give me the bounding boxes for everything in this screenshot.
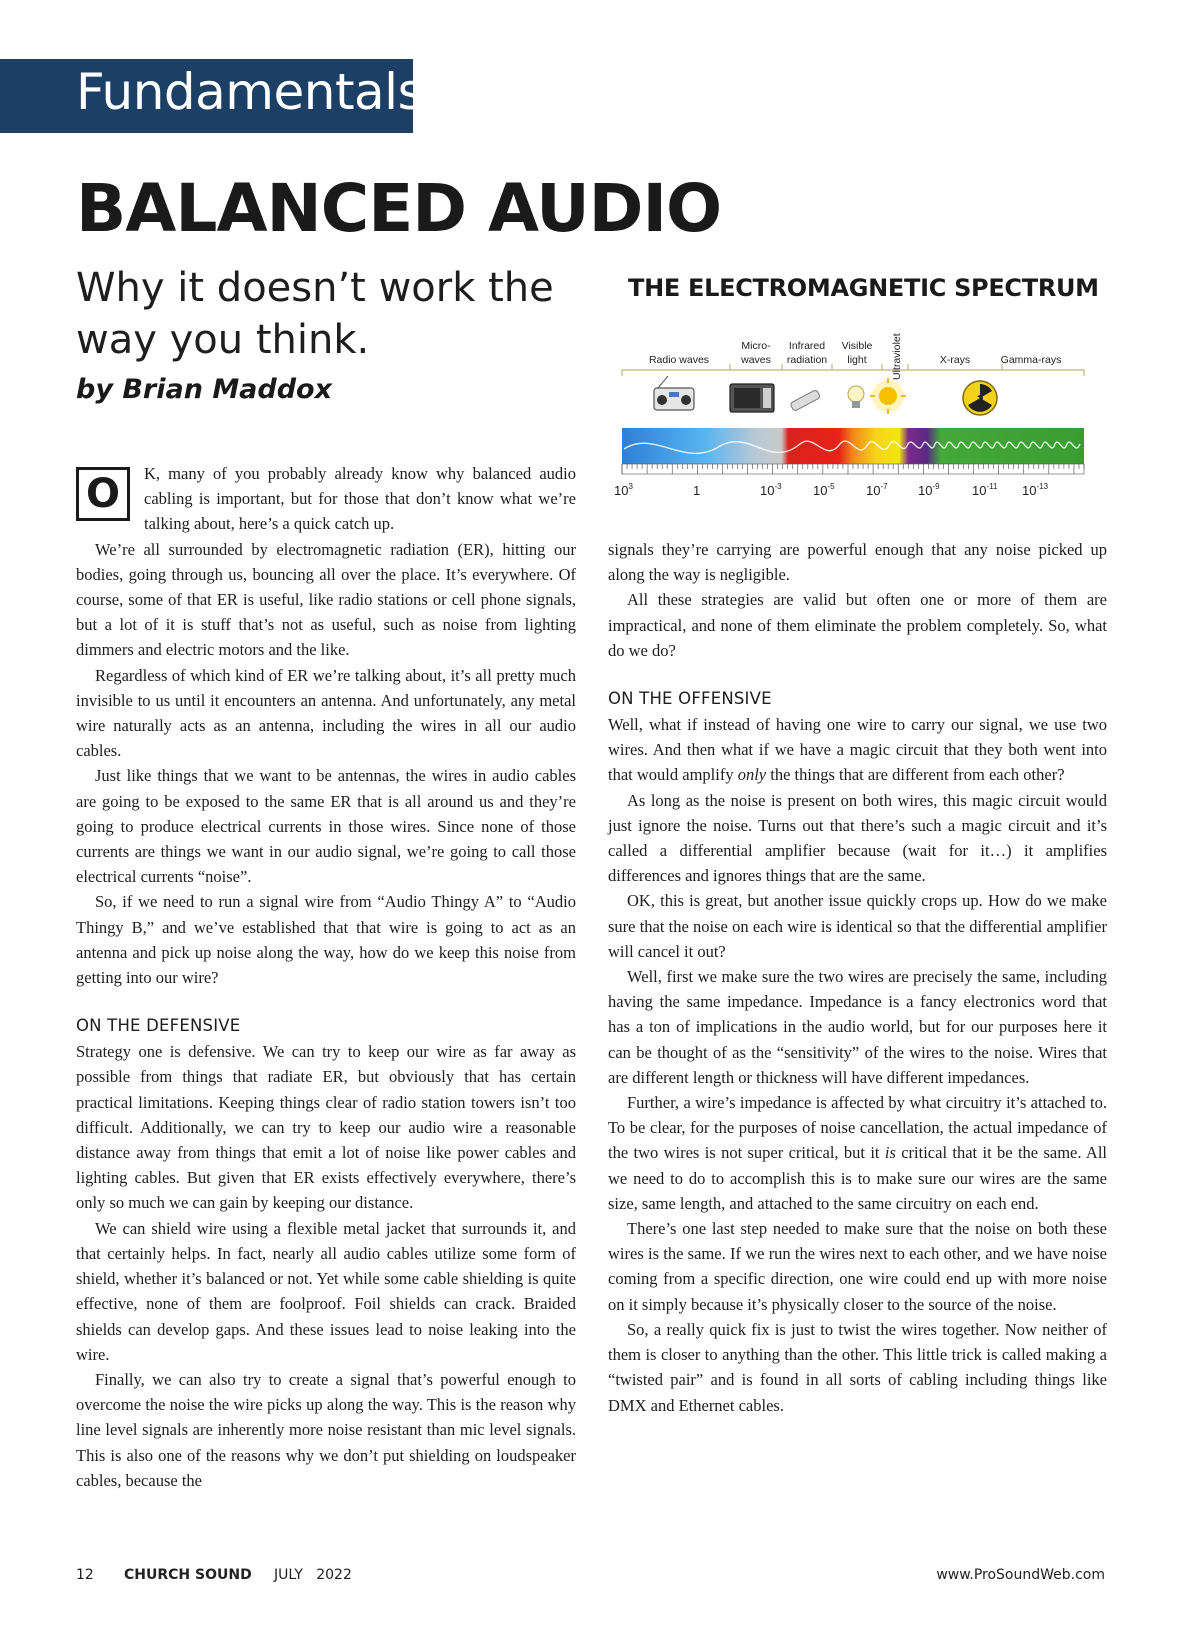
body-paragraph: All these strategies are valid but often one or more of them are impractical, and none of them eliminate the problem completely. So, what do we do? [608,590,1107,660]
body-paragraph: Strategy one is defensive. We can try to keep our wire as far away as possible from things that radiate ER, but obviously that has certain practical limitations. Keeping things clear of radio station towers isn’t too difficult. Additionally, we can try to keep our audio wire a reasonable distance away from things that emit a lot of noise like power cables and lighting cables. But given that ER exists effectively everywhere, there’s only so much we can gain by keeping our distance. [76,1042,576,1213]
page-number: 12 [76,1567,94,1583]
section-banner [0,59,424,133]
band-label-xrays: X-rays [939,354,971,366]
scale-label-6: $10^{-11}$ [972,482,998,498]
emphasis: is [884,1143,896,1163]
band-label-infrared-1: Infrared [788,340,826,352]
body-paragraph: As long as the noise is present on both wires, this magic circuit would just ignore the noise. Turns out that there’s such a magic circuit and it’s called a differential amplifier because (wait for it…) it amplifies differences and ignores things that are the same. [608,790,1107,886]
magazine-name: CHURCH SOUND [124,1567,252,1583]
sun-icon [870,378,906,414]
scale-label-3: $10^{-5}$ [813,482,835,498]
scale-label-1: 1 [693,483,701,498]
body-paragraph: There’s one last step needed to make sure that the noise on both these wires is the same. If we run the wires next to each other, and we have noise coming from a specific direction, one wire could end up with more noise on it simply because it’s physically closer to the source of the noise. [608,1219,1107,1314]
body-paragraph: So, a really quick fix is just to twist the wires together. Now neither of them is closer to anything than the other. This little trick is called making a “twisted pair” and is found in all sorts of cabling including things like DMX and Ethernet cables. [608,1319,1107,1415]
issue-date: JULY 2022 [274,1567,352,1583]
website-link[interactable]: www.ProSoundWeb.com [936,1567,1105,1583]
band-label-micro-1: Micro- [741,340,771,352]
scale-labels [614,482,1049,498]
left-column [76,461,576,1493]
article-title: BALANCED AUDIO [76,170,722,247]
microwave-icon [730,384,774,412]
spectrum-diagram [610,264,1098,504]
section-heading-defensive: ON THE DEFENSIVE [76,1016,241,1036]
scale-label-0: $10^3$ [614,482,633,498]
body-paragraph: signals they’re carrying are powerful enough that any noise picked up along the way is negligible. [608,540,1107,585]
byline: by Brian Maddox [76,374,333,405]
band-label-uv: Ultraviolet [891,333,903,380]
body-paragraph: Just like things that we want to be antennas, the wires in audio cables are going to be exposed to the same ER that is all around us and they’re going to produce electrical currents in those wires. Since none of those currents are things we want in our audio signal, we’re going to call those electrical currents “noise”. [76,766,576,887]
body-paragraph: Regardless of which kind of ER we’re talking about, it’s all pretty much invisible to us until it encounters an antenna. And unfortunately, any metal wire naturally acts as an antenna, including the wires in all our audio cables. [76,665,576,761]
lead-paragraph: K, many of you probably already know why balanced audio cabling is important, but for those that don’t know what we’re talking about, here’s a quick catch up. [144,464,576,534]
band-label-micro-2: waves [741,354,771,366]
body-paragraph: Well, first we make sure the two wires are precisely the same, including having the same impedance. Impedance is a fancy electronics word that has a ton of implications in the audio world, but for our purposes here it can be thought of as the “sensitivity” of the wires to the noise. Wires that are different length or thickness will have different impedances. [608,967,1107,1087]
body-paragraph: We can shield wire using a flexible metal jacket that surrounds it, and that certainly helps. In fact, nearly all audio cables utilize some form of shield, whether it’s balanced or not. Yet while some cable shielding is quite effective, none of them are foolproof. Foil shields can crack. Braided shields can develop gaps. And these issues lead to noise leaking into the wire. [76,1218,576,1364]
body-paragraph: Finally, we can also try to create a signal that’s powerful enough to overcome the noise the wire picks up along the way. This is the reason why line level signals are inherently more noise resistant than mic level signals. This is also one of the reasons why we don’t put shielding on loudspeaker cables, because the [76,1369,576,1490]
remote-icon [790,389,821,411]
scale-label-2: $10^{-3}$ [760,482,782,498]
emphasis: only [737,765,767,785]
scale-label-7: $10^{-13}$ [1022,482,1049,498]
band-label-infrared-2: radiation [786,354,828,366]
body-paragraph: Further, a wire’s impedance is affected by what circuitry it’s attached to. To be clear, for the purposes of noise cancellation, the actual impedance of the two wires is not super critical, but it is critical that it be the same. All we need to do to accomplish this is to make sure our wires are the same size, same length, and attached to the same circuitry on each end. [608,1093,1108,1213]
body-paragraph: So, if we need to run a signal wire from “Audio Thingy A” to “Audio Thingy B,” and we’ve established that that wire is going to act as an antenna and pick up noise along the way, how do we keep this noise from getting into our wire? [76,892,576,988]
band-label-visible-2: light [847,354,867,366]
lightbulb-icon [848,386,864,408]
figure-title: THE ELECTROMAGNETIC SPECTRUM [628,274,1099,302]
section-label: Fundamentals [76,63,424,121]
em-spectrum-figure [610,264,1098,504]
radio-icon [654,376,694,410]
section-heading-offensive: ON THE OFFENSIVE [608,689,772,709]
body-paragraph: We’re all surrounded by electromagnetic radiation (ER), hitting our bodies, going through us, bouncing all over the place. It’s everywhere. Of course, some of that ER is useful, like radio stations or cell phone signals, but a lot of it is stuff that’s not as useful, such as noise from lighting dimmers and electric motors and the like. [76,539,576,660]
drop-cap: O [76,467,130,521]
band-label-gamma: Gamma-rays [1000,354,1062,366]
radiation-icon [963,381,997,415]
right-column [608,537,1107,1418]
body-paragraph: OK, this is great, but another issue quickly crops up. How do we make sure that the noise on each wire is identical so that the differential amplifier will cancel it out? [608,891,1107,961]
article-subtitle: Why it doesn’t work the way you think. [76,265,554,363]
band-label-radio: Radio waves [648,354,710,366]
band-label-visible-1: Visible [841,340,873,352]
scale-label-4: $10^{-7}$ [866,482,888,498]
body-paragraph: Well, what if instead of having one wire to carry our signal, we use two wires. And then what if we have a magic circuit that they both went into that would amplify only the things that are different from each other? [608,715,1107,785]
scale-label-5: $10^{-9}$ [918,482,940,498]
